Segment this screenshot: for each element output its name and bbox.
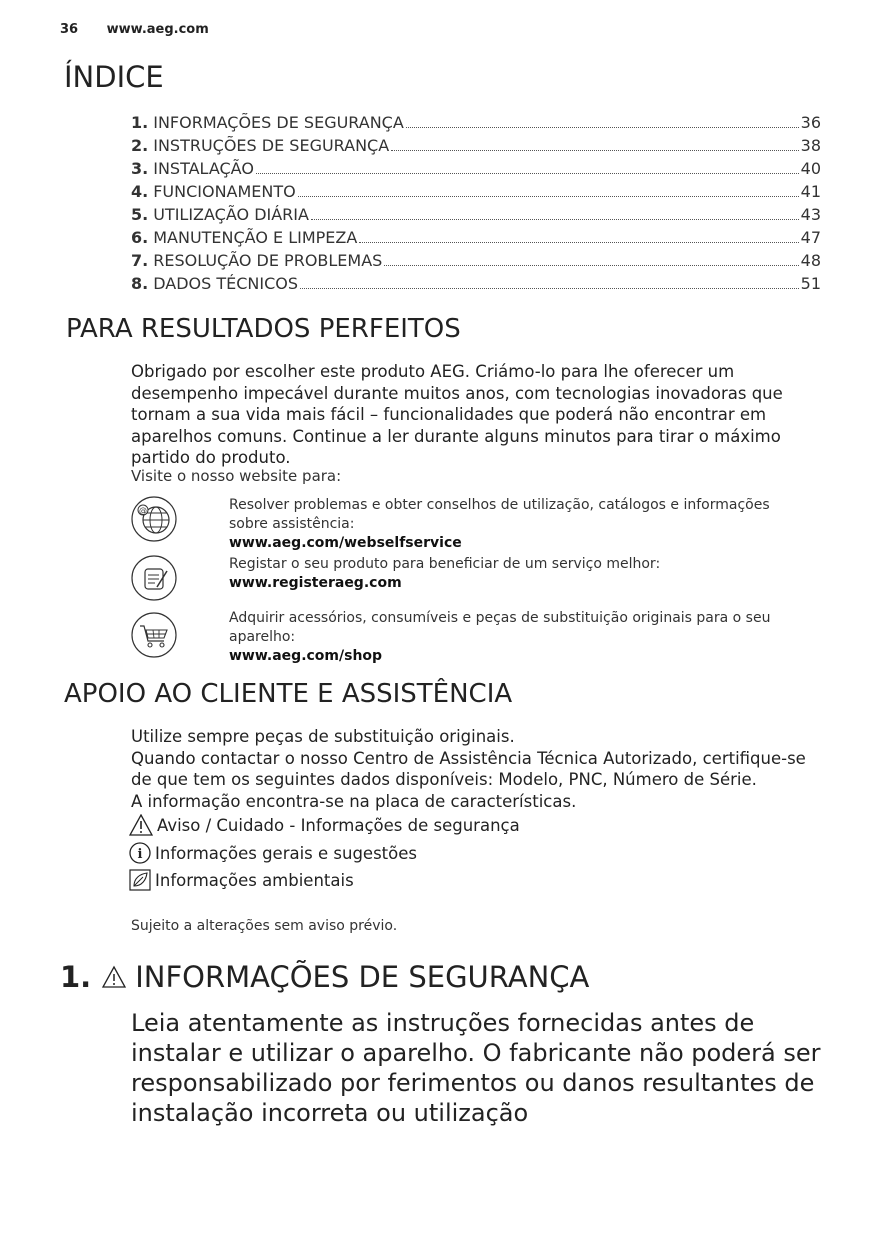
- toc-label: INSTRUÇÕES DE SEGURANÇA: [153, 136, 390, 155]
- toc-entry[interactable]: 7. RESOLUÇÃO DE PROBLEMAS 48: [131, 251, 821, 270]
- perfect-results-title: PARA RESULTADOS PERFEITOS: [66, 314, 461, 344]
- toc-label: INFORMAÇÕES DE SEGURANÇA: [153, 113, 404, 132]
- warning-triangle-icon: [101, 965, 127, 989]
- toc-entry[interactable]: 1. INFORMAÇÕES DE SEGURANÇA 36: [131, 113, 821, 132]
- info-icon: [129, 842, 151, 864]
- customer-support-title: APOIO AO CLIENTE E ASSISTÊNCIA: [64, 679, 513, 709]
- toc-page: 47: [800, 228, 821, 247]
- toc-label: MANUTENÇÃO E LIMPEZA: [153, 228, 358, 247]
- svg-text:i: i: [137, 847, 143, 862]
- service-description: Registar o seu produto para beneficiar de um serviço melhor:: [229, 556, 661, 572]
- service-description: Adquirir acessórios, consumíveis e peças de substituição originais para o seu aparelho:: [229, 610, 771, 645]
- shop-link[interactable]: www.aeg.com/shop: [229, 648, 383, 664]
- toc-page: 41: [800, 182, 821, 201]
- toc-page: 40: [800, 159, 821, 178]
- legend-info: i Informações gerais e sugestões: [129, 842, 809, 864]
- section-1-title: [60, 960, 589, 994]
- toc-page: 38: [800, 136, 821, 155]
- toc-page: 43: [800, 205, 821, 224]
- register-link[interactable]: www.registeraeg.com: [229, 575, 402, 591]
- change-notice: Sujeito a alterações sem aviso prévio.: [131, 918, 398, 934]
- toc-entry[interactable]: 5. UTILIZAÇÃO DIÁRIA 43: [131, 205, 821, 224]
- svg-text:@: @: [139, 506, 147, 515]
- page-number: 36: [60, 22, 79, 37]
- webselfservice-link[interactable]: www.aeg.com/webselfservice: [229, 535, 462, 551]
- toc-entry[interactable]: 6. MANUTENÇÃO E LIMPEZA 47: [131, 228, 821, 247]
- index-title: ÍNDICE: [64, 60, 164, 94]
- globe-icon: [131, 496, 177, 542]
- leaf-icon: [129, 869, 151, 891]
- toc-label: UTILIZAÇÃO DIÁRIA: [153, 205, 309, 224]
- toc-label: FUNCIONAMENTO: [153, 182, 296, 201]
- section-number: 1.: [60, 960, 92, 994]
- section-1-intro: Leia atentamente as instruções fornecidas antes de instalar e utilizar o aparelho. O fabricante não poderá ser responsabilizado por ferimentos ou danos resultantes de instalação incorreta ou utilização: [131, 1009, 821, 1127]
- toc-entry[interactable]: 3. INSTALAÇÃO 40: [131, 159, 821, 178]
- header-url[interactable]: www.aeg.com: [106, 22, 209, 37]
- toc-page: 36: [800, 113, 821, 132]
- toc-label: DADOS TÉCNICOS: [153, 274, 299, 293]
- visit-website-text: Visite o nosso website para:: [131, 467, 342, 485]
- toc-page: 51: [800, 274, 821, 293]
- toc-label: RESOLUÇÃO DE PROBLEMAS: [153, 251, 383, 270]
- page-header: [60, 22, 209, 37]
- section-title-text: INFORMAÇÕES DE SEGURANÇA: [135, 960, 590, 994]
- toc-entry[interactable]: 2. INSTRUÇÕES DE SEGURANÇA 38: [131, 136, 821, 155]
- legend-environment: Informações ambientais: [129, 869, 809, 891]
- toc-page: 48: [800, 251, 821, 270]
- customer-support-text: Utilize sempre peças de substituição originais. Quando contactar o nosso Centro de Assistência Técnica Autorizado, certifique-se de que tem os seguintes dados disponíveis: Modelo, PNC, Número de Série. A informação encontra-se na placa de características.: [131, 727, 806, 811]
- table-of-contents: [131, 111, 821, 295]
- perfect-results-paragraph: Obrigado por escolher este produto AEG. Criámo-lo para lhe oferecer um desempenho impecável durante muitos anos, com tecnologias inovadoras que tornam a sua vida mais fácil – funcionalidades que poderá não encontrar em aparelhos comuns. Continue a ler durante alguns minutos para tirar o máximo partido do produto.: [131, 362, 783, 467]
- toc-label: INSTALAÇÃO: [153, 159, 254, 178]
- shopping-cart-icon: [131, 612, 177, 658]
- warning-triangle-icon: [129, 814, 153, 836]
- legend-warning: Aviso / Cuidado - Informações de segurança: [129, 814, 809, 836]
- toc-entry[interactable]: 4. FUNCIONAMENTO 41: [131, 182, 821, 201]
- register-form-icon: [131, 555, 177, 601]
- service-description: Resolver problemas e obter conselhos de utilização, catálogos e informações sobre assistência:: [229, 497, 770, 532]
- toc-entry[interactable]: 8. DADOS TÉCNICOS 51: [131, 274, 821, 293]
